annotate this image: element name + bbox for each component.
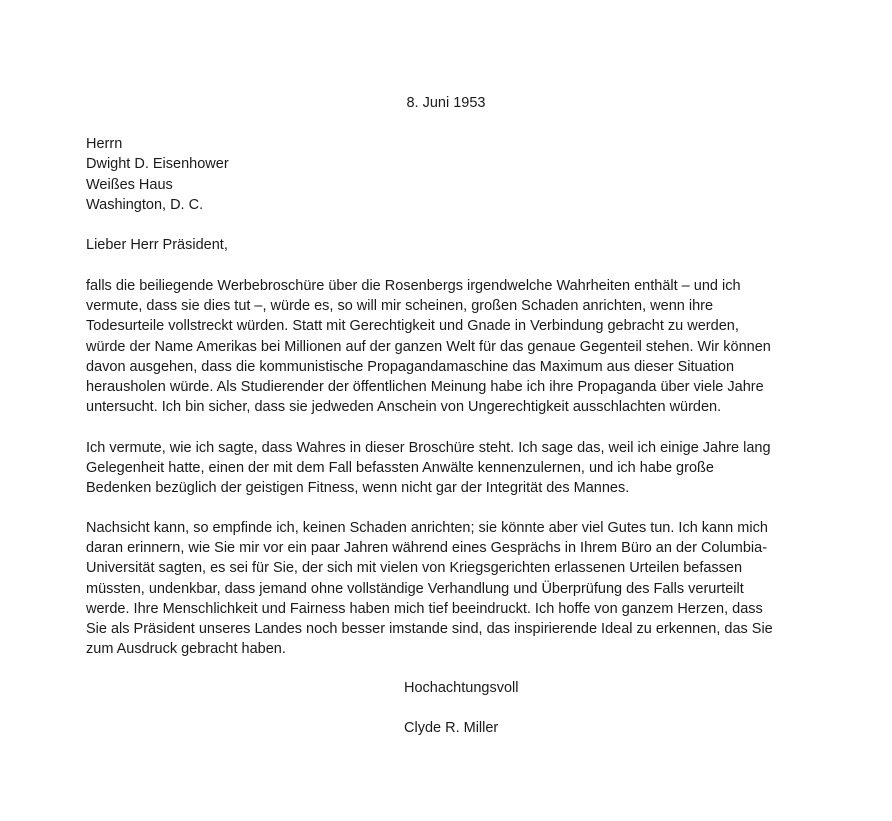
text-line: daran erinnern, wie Sie mir vor ein paar Jahren während eines Gesprächs in Ihrem Büro an der Columbia- <box>86 540 768 557</box>
salutation: Lieber Herr Präsident, <box>86 237 228 253</box>
address-line: Dwight D. Eisenhower <box>86 156 229 173</box>
text-line: zum Ausdruck gebracht haben. <box>86 641 286 658</box>
text-line: untersucht. Ich bin sicher, dass sie jedweden Anschein von Ungerechtigkeit ausschlachten würden. <box>86 399 722 416</box>
text-line: davon ausgehen, dass die kommunistische Propagandamaschine das Maximum aus dieser Situation <box>86 358 735 375</box>
text-line: würde der Name Amerikas bei Millionen auf der ganzen Welt für das genaue Gegenteil stehen. Wir können <box>86 338 771 355</box>
recipient-address <box>86 134 229 216</box>
text-line: Gelegenheit hatte, einen der mit dem Fall befassten Anwälte kennenzulernen, und ich habe große <box>86 460 714 477</box>
body-paragraph-1 <box>86 276 806 417</box>
text-line: werde. Ihre Menschlichkeit und Fairness haben mich tief beeindruckt. Ich hoffe von ganzem Herzen, dass <box>86 600 763 617</box>
text-line: Bedenken bezüglich der geistigen Fitness, wenn nicht gar der Integrität des Mannes. <box>86 480 630 497</box>
text-line: Ich vermute, wie ich sagte, dass Wahres in dieser Broschüre steht. Ich sage das, weil ich einige Jahre lang <box>86 440 771 456</box>
address-line: Washington, D. C. <box>86 197 204 214</box>
text-line: herausholen würde. Als Studierender der öffentlichen Meinung habe ich ihre Propaganda über viele Jahre <box>86 379 764 396</box>
text-line: Todesurteile vollstreckt würden. Statt mit Gerechtigkeit und Gnade in Verbindung gebracht zu werden, <box>86 318 739 335</box>
text-line: Universität sagten, es sei für Sie, der sich mit vielen von Kriegsgerichten erlassenen Urteilen befassen <box>86 560 743 577</box>
text-line: falls die beiliegende Werbebroschüre über die Rosenbergs irgendwelche Wahrheiten enthält – und ich <box>86 278 741 294</box>
body-paragraph-2 <box>86 438 806 499</box>
closing: Hochachtungsvoll <box>404 680 519 696</box>
address-line: Herrn <box>86 136 123 152</box>
signature-name: Clyde R. Miller <box>404 720 499 736</box>
text-line: Sie als Präsident unseres Landes noch besser imstande sind, das inspirierende Ideal zu erkennen, das Sie <box>86 621 773 638</box>
text-line: müssten, undenkbar, dass jemand ohne vollständige Verhandlung und Überprüfung des Falls verurteilt <box>86 580 744 597</box>
letter-date: 8. Juni 1953 <box>406 95 486 111</box>
text-line: Nachsicht kann, so empfinde ich, keinen Schaden anrichten; sie könnte aber viel Gutes tun. Ich kann mich <box>86 520 768 536</box>
text-line: vermute, dass sie dies tut –, würde es, so will mir scheinen, großen Schaden anrichten, wenn ihre <box>86 298 714 315</box>
body-paragraph-3 <box>86 518 806 659</box>
address-line: Weißes Haus <box>86 176 173 193</box>
